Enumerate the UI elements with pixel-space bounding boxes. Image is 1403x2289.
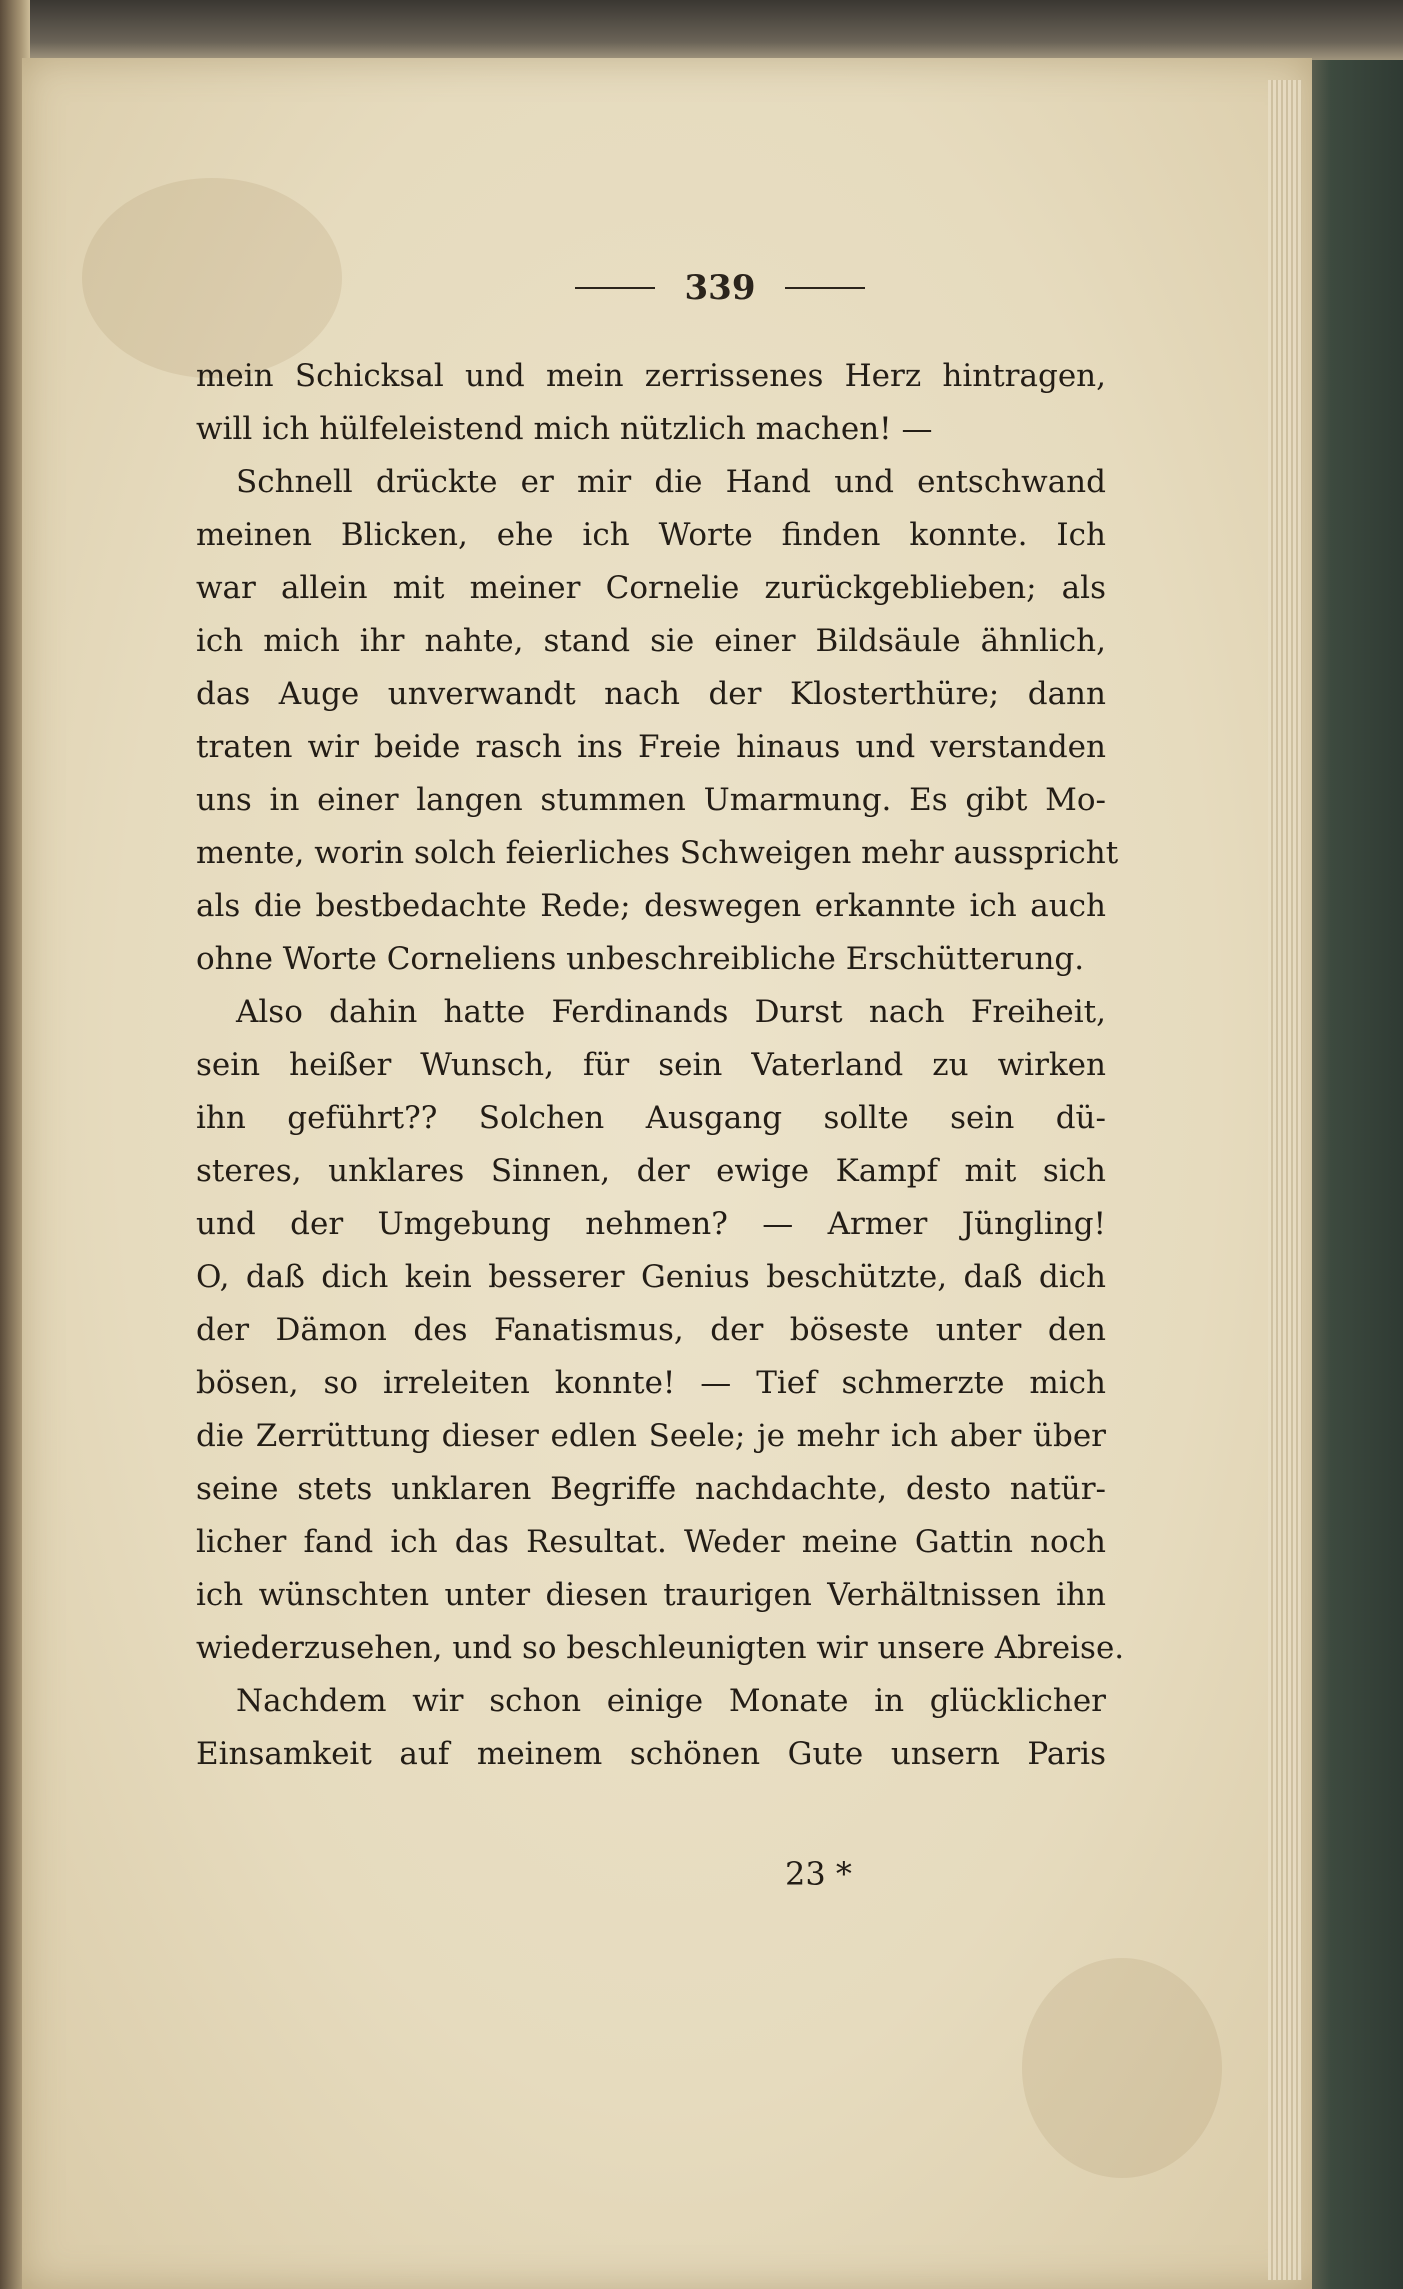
page-number: 339 (684, 268, 756, 308)
text-line: ohne Worte Corneliens unbeschreibliche Erschütterung. (196, 941, 1085, 977)
stain (1022, 1958, 1222, 2178)
signature-mark: 23 * (785, 1855, 852, 1893)
text-line: steres, unklares Sinnen, der ewige Kampf mit sich (196, 1153, 1106, 1189)
text-line: das Auge unverwandt nach der Klosterthüre; dann (196, 676, 1106, 712)
text-line: O, daß dich kein besserer Genius beschützte, daß dich (196, 1259, 1106, 1295)
text-line: und der Umgebung nehmen? — Armer Jüngling! (196, 1206, 1106, 1242)
text-line: die Zerrüttung dieser edlen Seele; je mehr ich aber über (196, 1418, 1106, 1454)
text-line: Nachdem wir schon einige Monate in glücklicher (236, 1683, 1106, 1719)
text-line: der Dämon des Fanatismus, der böseste unter den (196, 1312, 1106, 1348)
text-line: als die bestbedachte Rede; deswegen erkannte ich auch (196, 888, 1106, 924)
text-line: sein heißer Wunsch, für sein Vaterland zu wirken (196, 1047, 1106, 1083)
text-line: ihn geführt?? Solchen Ausgang sollte sein dü- (196, 1100, 1106, 1136)
text-line: traten wir beide rasch ins Freie hinaus und verstanden (196, 729, 1106, 765)
header-rule-left (575, 287, 655, 289)
text-line: war allein mit meiner Cornelie zurückgeblieben; als (196, 570, 1106, 606)
text-line: bösen, so irreleiten konnte! — Tief schmerzte mich (196, 1365, 1106, 1401)
book-cover-board (1300, 60, 1403, 2289)
page-header (200, 268, 1240, 328)
text-line: wiederzusehen, und so beschleunigten wir unsere Abreise. (196, 1630, 1125, 1666)
text-line: ich mich ihr nahte, stand sie einer Bildsäule ähnlich, (196, 623, 1106, 659)
text-line: Einsamkeit auf meinem schönen Gute unsern Paris (196, 1736, 1106, 1772)
body-text (196, 350, 1125, 1781)
header-rule-right (785, 287, 865, 289)
text-line: Schnell drückte er mir die Hand und entschwand (236, 464, 1106, 500)
text-line: Also dahin hatte Ferdinands Durst nach Freiheit, (236, 994, 1106, 1030)
page-edges (1268, 80, 1302, 2280)
text-line: mente, worin solch feierliches Schweigen mehr ausspricht (196, 835, 1119, 871)
text-line: seine stets unklaren Begriffe nachdachte, desto natür- (196, 1471, 1106, 1507)
text-line: meinen Blicken, ehe ich Worte finden konnte. Ich (196, 517, 1106, 553)
text-line: ich wünschten unter diesen traurigen Verhältnissen ihn (196, 1577, 1106, 1613)
text-line: licher fand ich das Resultat. Weder meine Gattin noch (196, 1524, 1106, 1560)
text-line: uns in einer langen stummen Umarmung. Es gibt Mo- (196, 782, 1106, 818)
text-line: mein Schicksal und mein zerrissenes Herz hintragen, (196, 358, 1106, 394)
text-line: will ich hülfeleistend mich nützlich machen! — (196, 411, 933, 447)
